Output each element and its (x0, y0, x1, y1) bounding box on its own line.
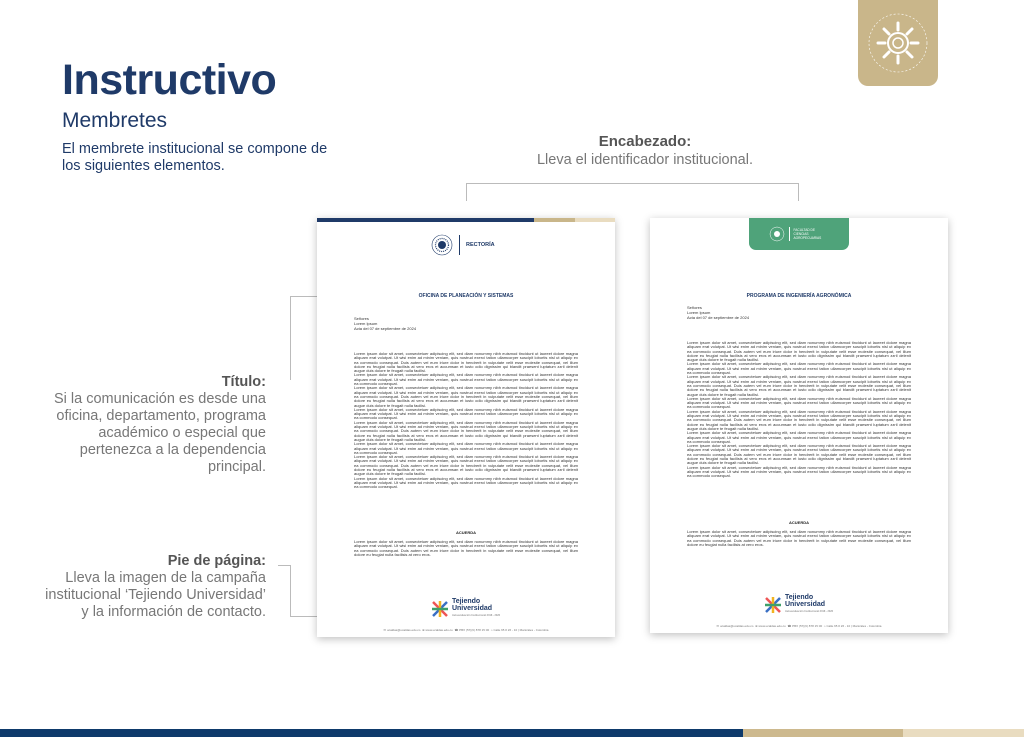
sun-seal-icon (866, 11, 930, 75)
annotation-heading: Encabezado: (598, 133, 692, 150)
letter-closing: Lorem ipsum dolor sit amet, consectetuer adipiscing elit, sed diam nonummy nibh euismod tincidunt ut laoreet dolore magna aliquam erat volutpat. Ut wisi enim ad minim veniam, quis nostrud exerci tation ullamcorper suscipit lobortis nisl ut aliquip ex ea commodo consequat. Duis autem vel eum iriure dolor in hendrerit in vulputate velit esse molestie consequat, vel illum dolore eu feugiat nulla facilisis at vero eros. (687, 529, 911, 547)
page-description: El membrete institucional se compone de los siguientes elementos. (62, 141, 328, 174)
letter-body: Lorem ipsum dolor sit amet, consectetuer adipiscing elit, sed diam nonummy nibh euismod tincidunt ut laoreet dolore magna aliquam erat volutpat. Ut wisi enim ad minim veniam, quis nostrud exerci tation ullamcorper suscipit lobortis nisl ut aliquip ex ea commodo consequat. Duis autem vel eum iriure dolor in hendrerit in vulputate velit esse molestie consequat, vel illum dolore eu feugiat nulla facilisis at vero eros et accumsan et iusto odio dignissim qui blandit praesent luptatum zzril delenit augue duis dolore te feugait nulla facilisi. Lorem ipsum dolor sit amet, consectetuer adipiscing elit, sed diam nonummy nibh euismod tincidunt ut laoreet dolore magna aliquam erat volutpat. Ut wisi enim ad minim veniam, quis nostrud exerci tation ullamcorper suscipit lobortis nisl ut aliquip ex ea commodo consequat. Lorem ipsum dolor sit amet, consectetuer adipiscing elit, sed diam nonummy nibh euismod tincidunt ut laoreet dolore magna aliquam erat volutpat. Ut wisi enim ad minim veniam, quis nostrud exerci tation ullamcorper suscipit lobortis nisl ut aliquip ex ea commodo consequat. Duis autem vel eum iriure dolor in hendrerit in vulputate velit esse molestie consequat, vel illum dolore eu feugiat nulla facilisis at vero eros et accumsan et iusto odio dignissim qui blandit praesent luptatum zzril delenit augue duis dolore te feugait nulla facilisi. Lorem ipsum dolor sit amet, consectetuer adipiscing elit, sed diam nonummy nibh euismod tincidunt ut laoreet dolore magna aliquam erat volutpat. Ut wisi enim ad minim veniam, quis nostrud exerci tation ullamcorper suscipit lobortis nisl ut aliquip ex ea commodo consequat. Lorem ipsum dolor sit amet, consectetuer adipiscing elit, sed diam nonummy nibh euismod tincidunt ut laoreet dolore magna aliquam erat volutpat. Ut wisi enim ad minim veniam, quis nostrud exerci tation ullamcorper suscipit lobortis nisl ut aliquip ex ea commodo consequat. Duis autem vel eum iriure dolor in hendrerit in vulputate velit esse molestie consequat, vel illum dolore eu feugiat nulla facilisis at vero eros et accumsan et iusto odio dignissim qui blandit praesent luptatum zzril delenit augue duis dolore te feugait nulla facilisi. Lorem ipsum dolor sit amet, consectetuer adipiscing elit, sed diam nonummy nibh euismod tincidunt ut laoreet dolore magna aliquam erat volutpat. Ut wisi enim ad minim veniam, quis nostrud exerci tation ullamcorper suscipit lobortis nisl ut aliquip ex ea commodo consequat. Lorem ipsum dolor sit amet, consectetuer adipiscing elit, sed diam nonummy nibh euismod tincidunt ut laoreet dolore magna aliquam erat volutpat. Ut wisi enim ad minim veniam, quis nostrud exerci tation ullamcorper suscipit lobortis nisl ut aliquip ex ea commodo consequat. Duis autem vel eum iriure dolor in hendrerit in vulputate velit esse molestie consequat, vel illum dolore eu feugiat nulla facilisis at vero eros et accumsan et iusto odio dignissim qui blandit praesent luptatum zzril delenit augue duis dolore te feugait nulla facilisi. Lorem ipsum dolor sit amet, consectetuer adipiscing elit, sed diam nonummy nibh euismod tincidunt ut laoreet dolore magna aliquam erat volutpat. Ut wisi enim ad minim veniam, quis nostrud exerci tation ullamcorper suscipit lobortis nisl ut aliquip ex ea commodo consequat. (354, 351, 578, 490)
letter-body: Lorem ipsum dolor sit amet, consectetuer adipiscing elit, sed diam nonummy nibh euismod tincidunt ut laoreet dolore magna aliquam erat volutpat. Ut wisi enim ad minim veniam, quis nostrud exerci tation ullamcorper suscipit lobortis nisl ut aliquip ex ea commodo consequat. Duis autem vel eum iriure dolor in hendrerit in vulputate velit esse molestie consequat, vel illum dolore eu feugiat nulla facilisis at vero eros et accumsan et iusto odio dignissim qui blandit praesent luptatum zzril delenit augue duis dolore te feugait nulla facilisi. Lorem ipsum dolor sit amet, consectetuer adipiscing elit, sed diam nonummy nibh euismod tincidunt ut laoreet dolore magna aliquam erat volutpat. Ut wisi enim ad minim veniam, quis nostrud exerci tation ullamcorper suscipit lobortis nisl ut aliquip ex ea commodo consequat. Lorem ipsum dolor sit amet, consectetuer adipiscing elit, sed diam nonummy nibh euismod tincidunt ut laoreet dolore magna aliquam erat volutpat. Ut wisi enim ad minim veniam, quis nostrud exerci tation ullamcorper suscipit lobortis nisl ut aliquip ex ea commodo consequat. Duis autem vel eum iriure dolor in hendrerit in vulputate velit esse molestie consequat, vel illum dolore eu feugiat nulla facilisis at vero eros et accumsan et iusto odio dignissim qui blandit praesent luptatum zzril delenit augue duis dolore te feugait nulla facilisi. Lorem ipsum dolor sit amet, consectetuer adipiscing elit, sed diam nonummy nibh euismod tincidunt ut laoreet dolore magna aliquam erat volutpat. Ut wisi enim ad minim veniam, quis nostrud exerci tation ullamcorper suscipit lobortis nisl ut aliquip ex ea commodo consequat. Lorem ipsum dolor sit amet, consectetuer adipiscing elit, sed diam nonummy nibh euismod tincidunt ut laoreet dolore magna aliquam erat volutpat. Ut wisi enim ad minim veniam, quis nostrud exerci tation ullamcorper suscipit lobortis nisl ut aliquip ex ea commodo consequat. Duis autem vel eum iriure dolor in hendrerit in vulputate velit esse molestie consequat, vel illum dolore eu feugiat nulla facilisis at vero eros et accumsan et iusto odio dignissim qui blandit praesent luptatum zzril delenit augue duis dolore te feugait nulla facilisi. Lorem ipsum dolor sit amet, consectetuer adipiscing elit, sed diam nonummy nibh euismod tincidunt ut laoreet dolore magna aliquam erat volutpat. Ut wisi enim ad minim veniam, quis nostrud exerci tation ullamcorper suscipit lobortis nisl ut aliquip ex ea commodo consequat. Lorem ipsum dolor sit amet, consectetuer adipiscing elit, sed diam nonummy nibh euismod tincidunt ut laoreet dolore magna aliquam erat volutpat. Ut wisi enim ad minim veniam, quis nostrud exerci tation ullamcorper suscipit lobortis nisl ut aliquip ex ea commodo consequat. Duis autem vel eum iriure dolor in hendrerit in vulputate velit esse molestie consequat, vel illum dolore eu feugiat nulla facilisis at vero eros et accumsan et iusto odio dignissim qui blandit praesent luptatum zzril delenit augue duis dolore te feugait nulla facilisi. Lorem ipsum dolor sit amet, consectetuer adipiscing elit, sed diam nonummy nibh euismod tincidunt ut laoreet dolore magna aliquam erat volutpat. Ut wisi enim ad minim veniam, quis nostrud exerci tation ullamcorper suscipit lobortis nisl ut aliquip ex ea commodo consequat. (687, 340, 911, 479)
acuerda-heading: ACUERDA (456, 530, 476, 535)
bracket-line (798, 183, 799, 201)
section-title: PROGRAMA DE INGENIERÍA AGRONÓMICA (746, 293, 852, 299)
annotation-heading: Título: (221, 374, 266, 390)
unit-name: FACULTAD DE CIENCIAS AGROPECUARIAS (793, 228, 822, 240)
bracket-line (466, 183, 799, 184)
annotation-text: Lleva el identificador institucional. (536, 152, 753, 168)
unit-name: RECTORÍA (466, 242, 495, 248)
tejiendo-logo-icon (765, 597, 781, 613)
encabezado-annotation (440, 133, 850, 168)
titulo-annotation (36, 374, 266, 476)
university-seal-icon (431, 234, 453, 256)
contact-info: ✉ ucaldas@ucaldas.edu.co ⊕ www.ucaldas.edu.co ☎ PBX (57)(6) 878 15 00 ⌂ Calle 65 # 26 - 10 | Manizales - Colombia (383, 627, 549, 632)
letter-closing: Lorem ipsum dolor sit amet, consectetuer adipiscing elit, sed diam nonummy nibh euismod tincidunt ut laoreet dolore magna aliquam erat volutpat. Ut wisi enim ad minim veniam, quis nostrud exerci tation ullamcorper suscipit lobortis nisl ut aliquip ex ea commodo consequat. Duis autem vel eum iriure dolor in hendrerit in vulputate velit esse molestie consequat, vel illum dolore eu feugiat nulla facilisis at vero eros. (354, 539, 578, 557)
tejiendo-logo-icon (432, 601, 448, 617)
top-color-bar (317, 218, 615, 222)
bottom-color-bar (0, 729, 1024, 737)
letter-greeting: Señores Lorem Ipsum Acta del 07 de septiembre de 2024 (354, 316, 417, 331)
university-logo (858, 0, 938, 86)
annotation-heading: Pie de página: (167, 553, 266, 569)
page-title: Instructivo (62, 56, 277, 104)
letter-footer: Tejiendo Universidad Autoevaluación Institucional 2018 - 2026 ✉ ucaldas@ucaldas.edu.co ⊕ www.ucaldas.edu.co ☎ PBX (57)(6) 878 15 00 ⌂ Calle 65 # 26 - 10 | Manizales - Colombia (650, 594, 948, 628)
page-subtitle: Membretes (62, 109, 168, 132)
bracket-line (466, 183, 467, 201)
connector-line (290, 565, 291, 617)
contact-info: ✉ ucaldas@ucaldas.edu.co ⊕ www.ucaldas.edu.co ☎ PBX (57)(6) 878 15 00 ⌂ Calle 65 # 26 - 10 | Manizales - Colombia (716, 623, 882, 628)
annotation-text: Si la comunicación es desde una oficina, departamento, programa académico o especial que pertenezca a la dependencia principal. (54, 391, 266, 475)
acuerda-heading: ACUERDA (789, 520, 809, 525)
letterhead-agropecuarias (650, 218, 948, 633)
university-seal-icon (769, 226, 785, 242)
section-title: OFICINA DE PLANEACIÓN Y SISTEMAS (418, 293, 514, 299)
connector-line (290, 296, 291, 380)
letter-greeting: Señores Lorem Ipsum Acta del 07 de septiembre de 2024 (687, 305, 750, 320)
annotation-text: Lleva la imagen de la campaña institucional ‘Tejiendo Universidad’ y la información de contacto. (45, 570, 266, 620)
letter-footer: Tejiendo Universidad Autoevaluación Institucional 2018 - 2026 ✉ ucaldas@ucaldas.edu.co ⊕ www.ucaldas.edu.co ☎ PBX (57)(6) 878 15 00 ⌂ Calle 65 # 26 - 10 | Manizales - Colombia (317, 598, 615, 632)
letterhead-identifier (431, 234, 495, 256)
letterhead-rectoria (317, 218, 615, 637)
faculty-header-tab (749, 218, 849, 250)
pie-annotation (36, 553, 266, 621)
